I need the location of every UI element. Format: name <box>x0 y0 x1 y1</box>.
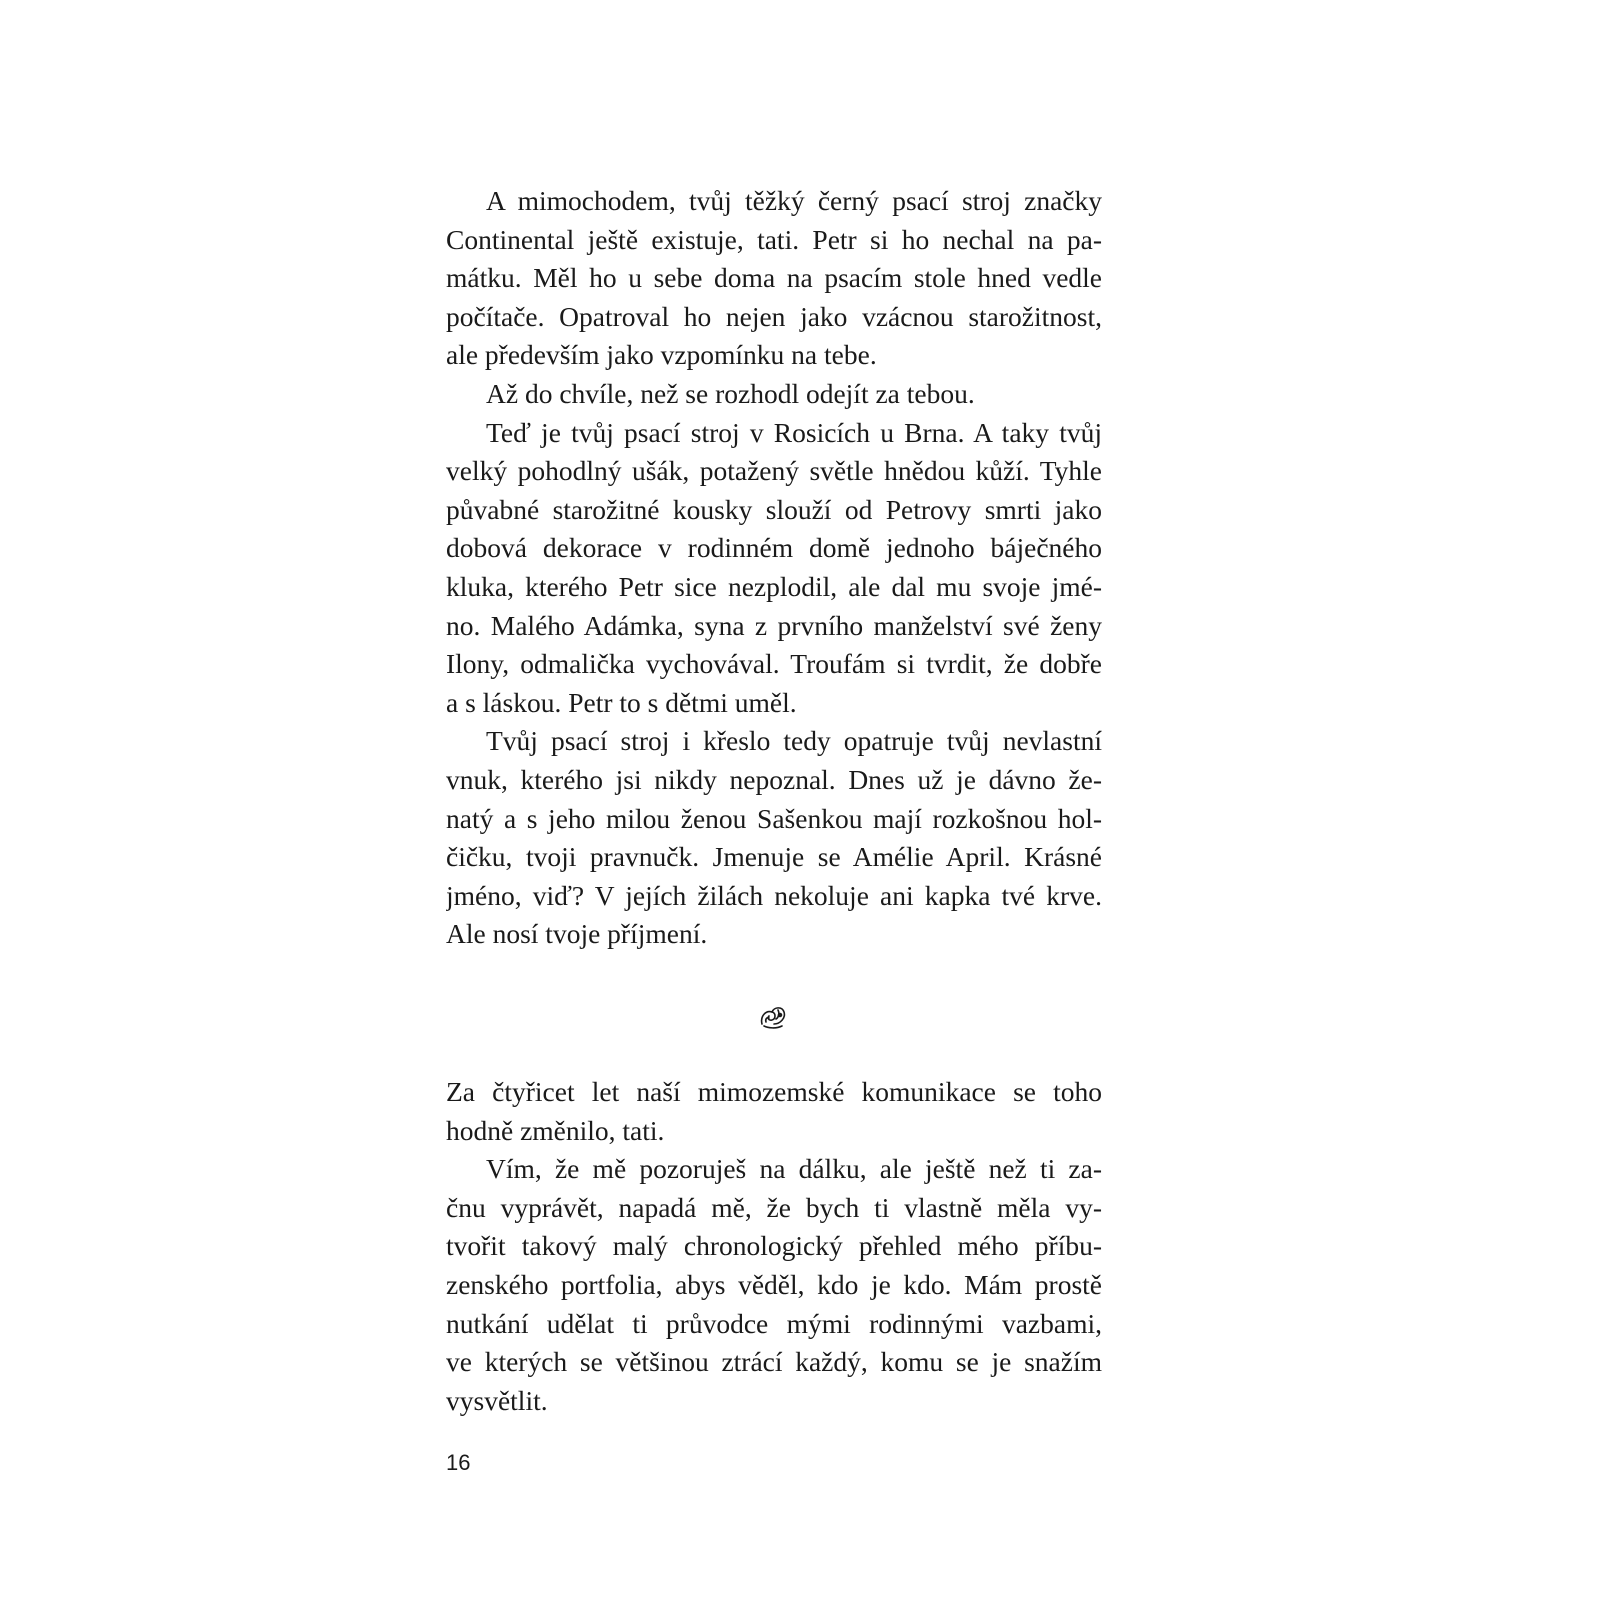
text-line: jméno, viď? V jejích žilách nekoluje ani kapka tvé krve. <box>446 879 1102 911</box>
text-line: Ilony, odmalička vychovával. Troufám si tvrdit, že dobře <box>446 648 1102 680</box>
section-2-text <box>446 1073 1102 1420</box>
text-line: Ale nosí tvoje příjmení. <box>446 918 708 950</box>
text-line: kluka, kterého Petr sice nezplodil, ale dal mu svoje jmé- <box>446 570 1102 602</box>
text-line: Až do chvíle, než se rozhodl odejít za tebou. <box>486 377 975 409</box>
text-line: no. Malého Adámka, syna z prvního manželství své ženy <box>446 609 1102 641</box>
page-number: 16 <box>446 1450 471 1475</box>
text-line: Za čtyřicet let naší mimozemské komunikace se toho <box>446 1076 1102 1107</box>
paragraph-4 <box>446 722 1102 954</box>
text-line: dobová dekorace v rodinném domě jednoho báječného <box>446 532 1102 564</box>
paragraph-5 <box>446 1073 1102 1150</box>
text-line: mátku. Měl ho u sebe doma na psacím stole hned vedle <box>446 262 1102 294</box>
text-line: tvořit takový malý chronologický přehled mého příbu- <box>446 1230 1102 1262</box>
text-line: Tvůj psací stroj i křeslo tedy opatruje tvůj nevlastní <box>486 725 1102 757</box>
text-line: hodně změnilo, tati. <box>446 1114 665 1146</box>
text-line: půvabné starožitné kousky slouží od Petrovy smrti jako <box>446 493 1102 525</box>
text-line: zenského portfolia, abys věděl, kdo je kdo. Mám prostě <box>446 1268 1102 1300</box>
text-line: Continental ještě existuje, tati. Petr si ho nechal na pa- <box>446 223 1102 255</box>
text-line: ve kterých se většinou ztrácí každý, komu se je snažím <box>446 1346 1102 1378</box>
section-1-text <box>446 182 1102 954</box>
text-line: a s láskou. Petr to s dětmi uměl. <box>446 686 797 718</box>
floral-ornament-icon <box>758 1002 788 1032</box>
text-line: vnuk, kterého jsi nikdy nepoznal. Dnes už je dávno že- <box>446 763 1102 795</box>
text-line: nutkání udělat ti průvodce mými rodinnými vazbami, <box>446 1307 1102 1339</box>
paragraph-1 <box>446 182 1102 375</box>
text-line: A mimochodem, tvůj těžký černý psací stroj značky <box>486 185 1102 216</box>
text-line: Teď je tvůj psací stroj v Rosicích u Brna. A taky tvůj <box>486 416 1102 448</box>
text-line: Vím, že mě pozoruješ na dálku, ale ještě než ti za- <box>486 1153 1102 1185</box>
text-line: natý a s jeho milou ženou Sašenkou mají rozkošnou hol- <box>446 802 1102 834</box>
text-line: velký pohodlný ušák, potažený světle hnědou kůží. Tyhle <box>446 455 1102 487</box>
text-line: počítače. Opatroval ho nejen jako vzácnou starožitnost, <box>446 300 1102 332</box>
text-line: ale především jako vzpomínku na tebe. <box>446 339 877 371</box>
paragraph-3 <box>446 414 1102 723</box>
paragraph-6 <box>446 1150 1102 1420</box>
text-line: vysvětlit. <box>446 1384 548 1416</box>
text-line: čnu vyprávět, napadá mě, že bych ti vlastně měla vy- <box>446 1191 1102 1223</box>
text-line: čičku, tvoji pravnučk. Jmenuje se Amélie April. Krásné <box>446 841 1102 873</box>
paragraph-2 <box>446 375 1102 414</box>
